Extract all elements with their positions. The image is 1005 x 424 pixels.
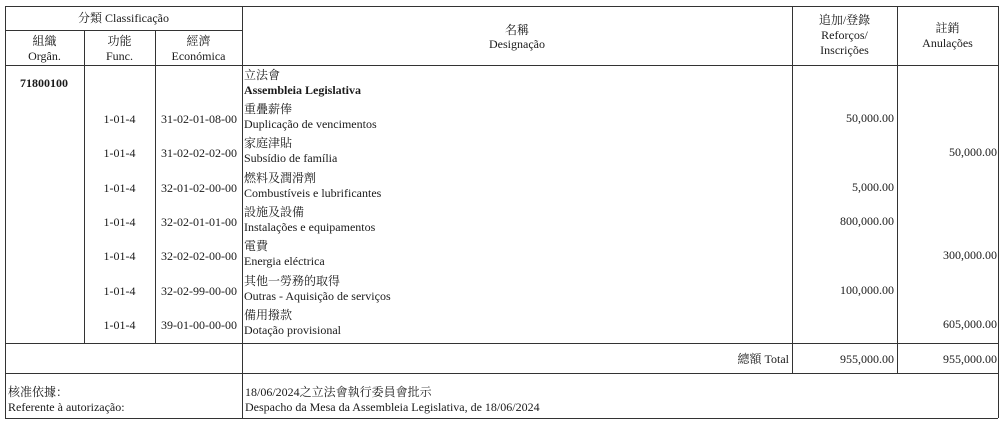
row-designation-zh: 設施及設備	[244, 205, 305, 219]
row-designation-pt: Dotação provisional	[244, 323, 341, 337]
row-econ: 32-01-02-00-00	[161, 181, 237, 195]
total-label: 總額 Total	[737, 352, 789, 366]
row-func: 1-01-4	[103, 318, 136, 332]
header-classificacao: 分類 Classificação	[78, 11, 169, 25]
header-orgao-pt: Orgân.	[28, 49, 61, 63]
row-designation-zh: 電費	[244, 239, 269, 253]
row-func: 1-01-4	[103, 249, 136, 263]
row-func: 1-01-4	[103, 112, 136, 126]
footer-text-pt: Despacho da Mesa da Assembleia Legislativa, de 18/06/2024	[245, 400, 540, 414]
row-func: 1-01-4	[103, 181, 136, 195]
row-econ: 32-02-99-00-00	[161, 284, 237, 298]
row-econ: 32-02-01-01-00	[161, 215, 237, 229]
header-reforcos-pt1: Reforços/	[821, 28, 868, 42]
total-bottom-border	[5, 373, 998, 374]
header-funcao-zh: 功能	[107, 34, 132, 48]
header-reforcos-pt2: Inscrições	[820, 43, 869, 57]
row-econ: 31-02-02-02-00	[161, 146, 237, 160]
row-reforco: 800,000.00	[840, 214, 894, 228]
row-reforco: 50,000.00	[846, 111, 894, 125]
row-designation-pt: Instalações e equipamentos	[244, 220, 376, 234]
table-top-border	[5, 6, 998, 7]
row-designation-pt: Energia eléctrica	[244, 254, 325, 268]
row-func: 1-01-4	[103, 284, 136, 298]
classification-divider	[5, 30, 242, 31]
row-designation-pt: Duplicação de vencimentos	[244, 117, 377, 131]
row-designation-zh: 燃料及潤滑劑	[244, 171, 317, 185]
row-designation-pt: Outras - Aquisição de serviços	[244, 289, 391, 303]
right-border	[998, 6, 999, 418]
header-anulacoes-zh: 註銷	[935, 21, 960, 35]
total-anulacao: 955,000.00	[943, 352, 997, 366]
header-economica-zh: 經濟	[186, 34, 211, 48]
organ-name-zh: 立法會	[244, 68, 281, 82]
row-designation-zh: 重疊薪俸	[244, 102, 293, 116]
header-designacao-pt: Designação	[489, 37, 545, 51]
row-anulacao: 50,000.00	[949, 145, 997, 159]
footer-label-pt: Referente à autorização:	[8, 400, 125, 414]
row-func: 1-01-4	[103, 215, 136, 229]
row-designation-zh: 其他一勞務的取得	[244, 274, 341, 288]
row-econ: 32-02-02-00-00	[161, 249, 237, 263]
header-funcao-pt: Func.	[106, 49, 133, 63]
row-anulacao: 605,000.00	[943, 317, 997, 331]
organ-code: 71800100	[20, 76, 68, 90]
col-divider-econ	[242, 6, 243, 418]
row-designation-zh: 家庭津貼	[244, 136, 293, 150]
footer-label-zh: 核准依據：	[8, 385, 69, 399]
total-reforco: 955,000.00	[840, 352, 894, 366]
header-bottom-border	[5, 65, 998, 66]
row-econ: 31-02-01-08-00	[161, 112, 237, 126]
header-orgao-zh: 組織	[32, 34, 57, 48]
left-border	[5, 6, 6, 418]
table-bottom-border	[5, 418, 998, 419]
footer-text-zh: 18/06/2024之立法會執行委員會批示	[245, 385, 432, 399]
row-designation-zh: 備用撥款	[244, 308, 293, 322]
row-func: 1-01-4	[103, 146, 136, 160]
header-anulacoes-pt: Anulações	[922, 36, 973, 50]
header-designacao-zh: 名稱	[504, 23, 529, 37]
row-anulacao: 300,000.00	[943, 248, 997, 262]
body-bottom-border	[5, 343, 998, 344]
organ-name-pt: Assembleia Legislativa	[244, 83, 361, 97]
header-economica-pt: Económica	[171, 49, 226, 63]
header-reforcos-zh: 追加/登錄	[818, 13, 871, 27]
row-designation-pt: Combustíveis e lubrificantes	[244, 186, 382, 200]
row-reforco: 100,000.00	[840, 283, 894, 297]
row-reforco: 5,000.00	[852, 180, 894, 194]
row-designation-pt: Subsídio de família	[244, 151, 338, 165]
row-econ: 39-01-00-00-00	[161, 318, 237, 332]
